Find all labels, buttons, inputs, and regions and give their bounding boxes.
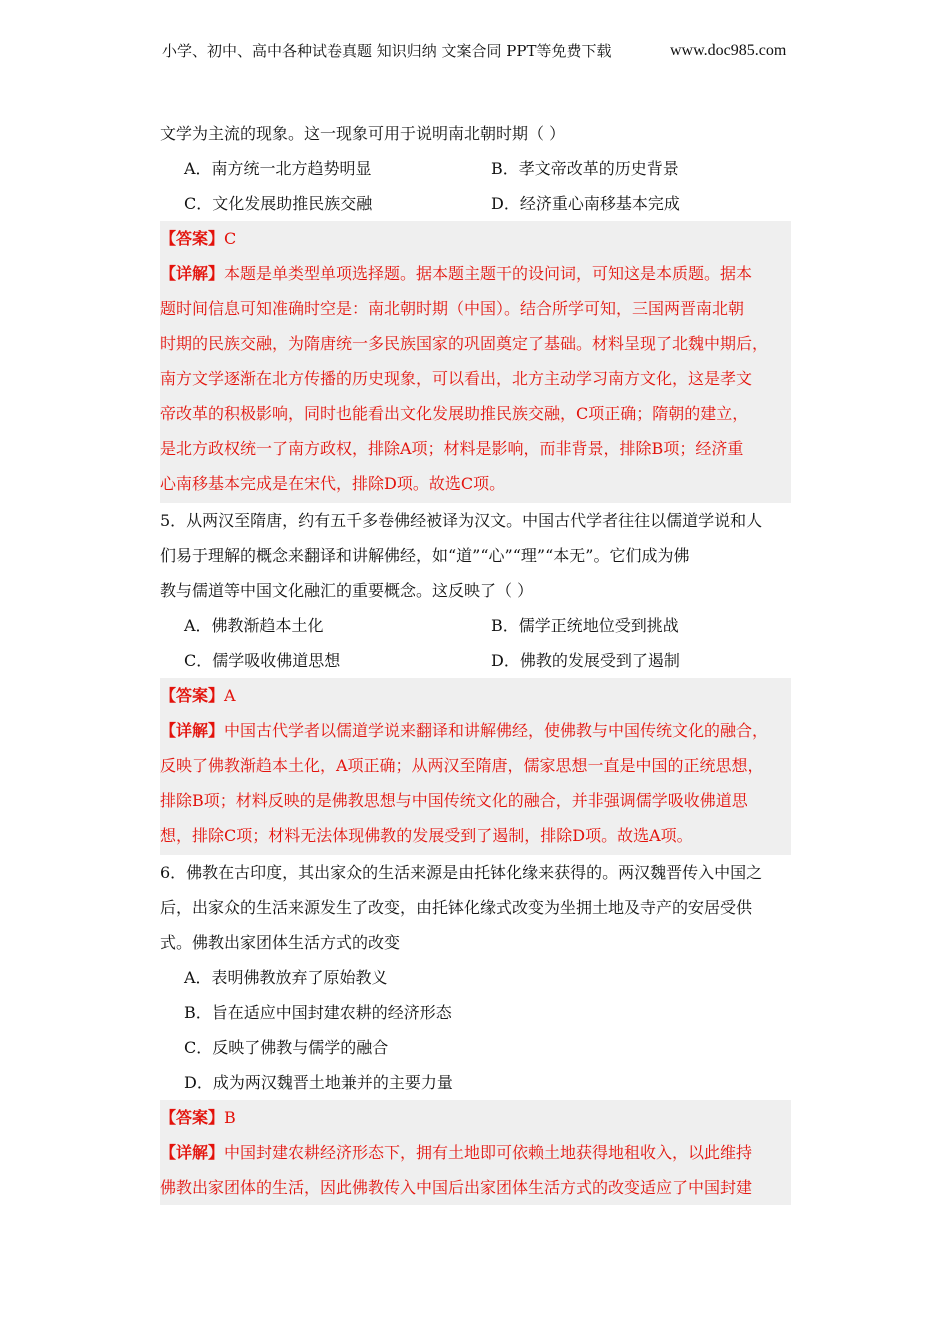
detail-text: 中国封建农耕经济形态下，拥有土地即可依赖土地获得地租收入，以此维持 [224, 1143, 753, 1162]
q4-detail-line-6: 是北方政权统一了南方政权，排除A项；材料是影响，而非背景，排除B项；经济重 [160, 439, 744, 458]
q6-stem-line-2: 后，出家众的生活来源发生了改变，由托钵化缘式改变为坐拥土地及寺产的安居受供 [160, 898, 753, 917]
q6-answer [160, 1100, 791, 1135]
q6-detail-line-1 [160, 1135, 791, 1170]
q5-answer [160, 678, 791, 713]
q5-options-row-1 [160, 608, 791, 643]
q6-stem-line-3: 式。佛教出家团体生活方式的改变 [160, 933, 401, 952]
q6-option-c: C．反映了佛教与儒学的融合 [184, 1038, 389, 1057]
detail-label: 【详解】 [160, 264, 225, 283]
q5-answer-block [160, 678, 791, 855]
q5-option-d: D．佛教的发展受到了遏制 [491, 651, 680, 670]
q6-option-a: A．表明佛教放弃了原始教义 [184, 968, 388, 987]
q4-detail-line-1 [160, 256, 791, 291]
q4-detail-line-7: 心南移基本完成是在宋代，排除D项。故选C项。 [160, 474, 506, 493]
q4-detail-line-3: 时期的民族交融，为隋唐统一多民族国家的巩固奠定了基础。材料呈现了北魏中期后， [160, 334, 769, 353]
q4-answer [160, 221, 791, 256]
document-body [160, 116, 791, 1205]
q4-detail-line-5: 帝改革的积极影响，同时也能看出文化发展助推民族交融，C项正确；隋朝的建立， [160, 404, 749, 423]
q5-option-a: A．佛教渐趋本土化 [184, 616, 324, 635]
detail-label: 【详解】 [160, 721, 225, 740]
q4-detail-line-4: 南方文学逐渐在北方传播的历史现象，可以看出，北方主动学习南方文化，这是孝文 [160, 369, 753, 388]
q4-option-a: A．南方统一北方趋势明显 [184, 159, 372, 178]
detail-label: 【详解】 [160, 1143, 225, 1162]
q5-stem-line-3: 教与儒道等中国文化融汇的重要概念。这反映了（ ） [160, 581, 534, 600]
q4-options-row-2 [160, 186, 791, 221]
q6-stem-line-1: 6．佛教在古印度，其出家众的生活来源是由托钵化缘来获得的。两汉魏晋传入中国之 [160, 863, 763, 882]
q5-stem-line-1: 5．从两汉至隋唐，约有五千多卷佛经被译为汉文。中国古代学者往往以儒道学说和人 [160, 511, 763, 530]
header-site-link[interactable]: www.doc985.com [670, 42, 787, 59]
detail-text: 中国古代学者以儒道学说来翻译和讲解佛经，使佛教与中国传统文化的融合， [224, 721, 769, 740]
q4-answer-block [160, 221, 791, 503]
q4-option-b: B．孝文帝改革的历史背景 [491, 159, 679, 178]
q4-options-row-1 [160, 151, 791, 186]
q4-option-c: C．文化发展助推民族交融 [184, 194, 373, 213]
answer-label: 【答案】 [160, 1108, 225, 1127]
q4-detail-line-2: 题时间信息可知准确时空是：南北朝时期（中国）。结合所学可知，三国两晋南北朝 [160, 299, 745, 318]
q6-option-b: B．旨在适应中国封建农耕的经济形态 [184, 1003, 452, 1022]
answer-value: A [224, 686, 236, 705]
answer-label: 【答案】 [160, 229, 225, 248]
q6-detail-line-2: 佛教出家团体的生活，因此佛教传入中国后出家团体生活方式的改变适应了中国封建 [160, 1178, 753, 1197]
q5-stem-line-2: 们易于理解的概念来翻译和讲解佛经，如“道”“心”“理”“本无”。它们成为佛 [160, 546, 690, 565]
q5-option-b: B．儒学正统地位受到挑战 [491, 616, 679, 635]
answer-value: B [224, 1108, 236, 1127]
q6-answer-block [160, 1100, 791, 1205]
header-text: 小学、初中、高中各种试卷真题 知识归纳 文案合同 PPT等免费下载 [162, 42, 612, 60]
q4-option-d: D．经济重心南移基本完成 [491, 194, 680, 213]
detail-text: 本题是单类型单项选择题。据本题主题干的设问词，可知这是本质题。据本 [224, 264, 753, 283]
q5-option-c: C．儒学吸收佛道思想 [184, 651, 341, 670]
q5-detail-line-2: 反映了佛教渐趋本土化，A项正确；从两汉至隋唐，儒家思想一直是中国的正统思想， [160, 756, 764, 775]
q4-stem-tail: 文学为主流的现象。这一现象可用于说明南北朝时期（ ） [160, 124, 566, 143]
answer-label: 【答案】 [160, 686, 225, 705]
answer-value: C [224, 229, 237, 248]
q5-detail-line-3: 排除B项；材料反映的是佛教思想与中国传统文化的融合，并非强调儒学吸收佛道思 [160, 791, 748, 810]
q6-option-d: D．成为两汉魏晋土地兼并的主要力量 [184, 1073, 453, 1092]
q5-detail-line-4: 想，排除C项；材料无法体现佛教的发展受到了遏制，排除D项。故选A项。 [160, 826, 693, 845]
q5-detail-line-1 [160, 713, 791, 748]
page-header [0, 38, 950, 64]
q5-options-row-2 [160, 643, 791, 678]
